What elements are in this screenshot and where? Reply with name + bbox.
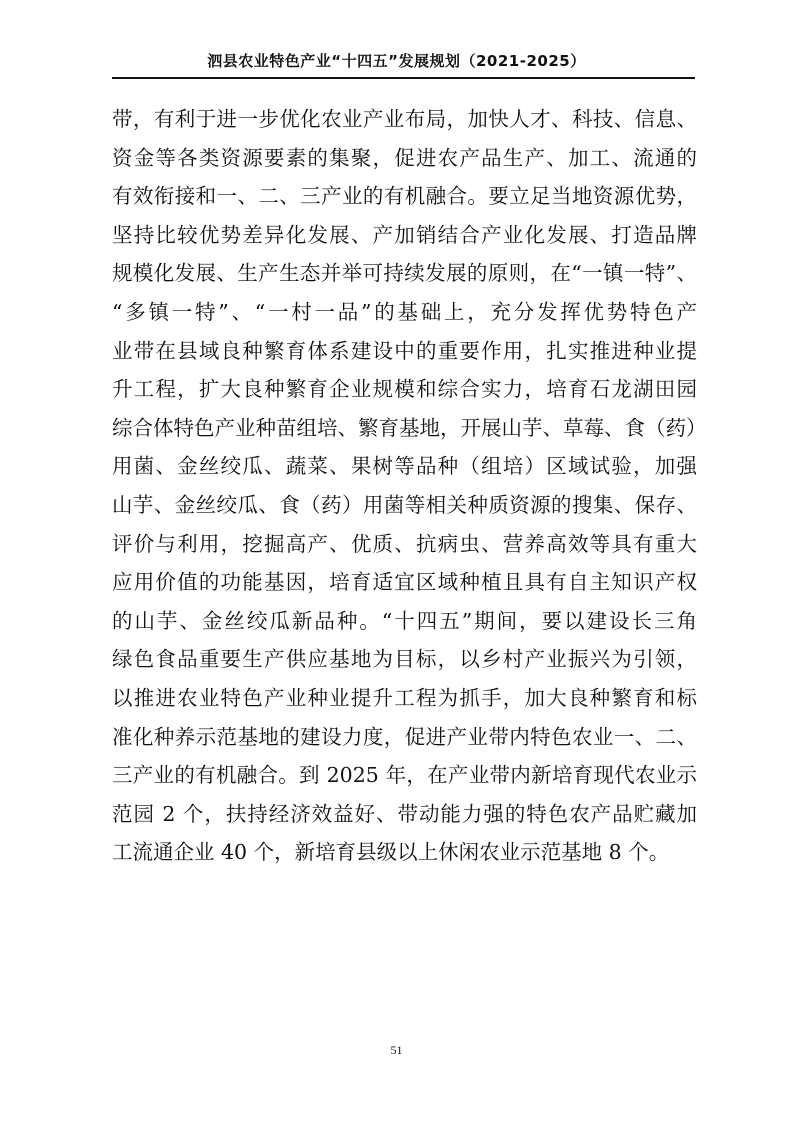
text-line: 范园 2 个，扶持经济效益好、带动能力强的特色农产品贮藏加 (112, 801, 697, 826)
header-rule (112, 77, 695, 79)
text-line: 准化种养示范基地的建设力度，促进产业带内特色农业一、二、 (112, 724, 697, 749)
text-line: “多镇一特”、“一村一品”的基础上，充分发挥优势特色产 (112, 299, 697, 324)
text-line: 带，有利于进一步优化农业产业布局，加快人才、科技、信息、 (112, 107, 697, 131)
text-line: 应用价值的功能基因，培育适宜区域种植且具有自主知识产权 (112, 570, 697, 595)
text-line: 工流通企业 40 个，新培育县级以上休闲农业示范基地 8 个。 (112, 840, 670, 865)
running-header: 泗县农业特色产业“十四五”发展规划（2021-2025） (207, 52, 586, 70)
text-line: 升工程，扩大良种繁育企业规模和综合实力，培育石龙湖田园 (112, 377, 697, 402)
text-line: 三产业的有机融合。到 2025 年，在产业带内新培育现代农业示 (112, 763, 697, 788)
text-line: 坚持比较优势差异化发展、产加销结合产业化发展、打造品牌 (112, 222, 697, 247)
body-paragraph (112, 100, 707, 872)
text-line: 绿色食品重要生产供应基地为目标，以乡村产业振兴为引领， (112, 647, 697, 672)
text-line: 业带在县域良种繁育体系建设中的重要作用，扎实推进种业提 (112, 338, 697, 363)
text-line: 用菌、金丝绞瓜、蔬菜、果树等品种（组培）区域试验，加强 (112, 454, 697, 479)
text-line: 有效衔接和一、二、三产业的有机融合。要立足当地资源优势， (112, 184, 697, 209)
text-line: 综合体特色产业种苗组培、繁育基地，开展山芋、草莓、食（药） (112, 415, 707, 440)
text-line: 评价与利用，挖掘高产、优质、抗病虫、营养高效等具有重大 (112, 531, 697, 556)
text-line: 山芋、金丝绞瓜、食（药）用菌等相关种质资源的搜集、保存、 (112, 492, 697, 517)
text-line: 资金等各类资源要素的集聚，促进农产品生产、加工、流通的 (112, 145, 697, 170)
page-number: 51 (390, 1043, 403, 1057)
text-line: 的山芋、金丝绞瓜新品种。“十四五”期间，要以建设长三角 (112, 608, 697, 633)
text-line: 规模化发展、生产生态并举可持续发展的原则，在“一镇一特”、 (112, 261, 697, 286)
text-line: 以推进农业特色产业种业提升工程为抓手，加大良种繁育和标 (112, 685, 697, 710)
